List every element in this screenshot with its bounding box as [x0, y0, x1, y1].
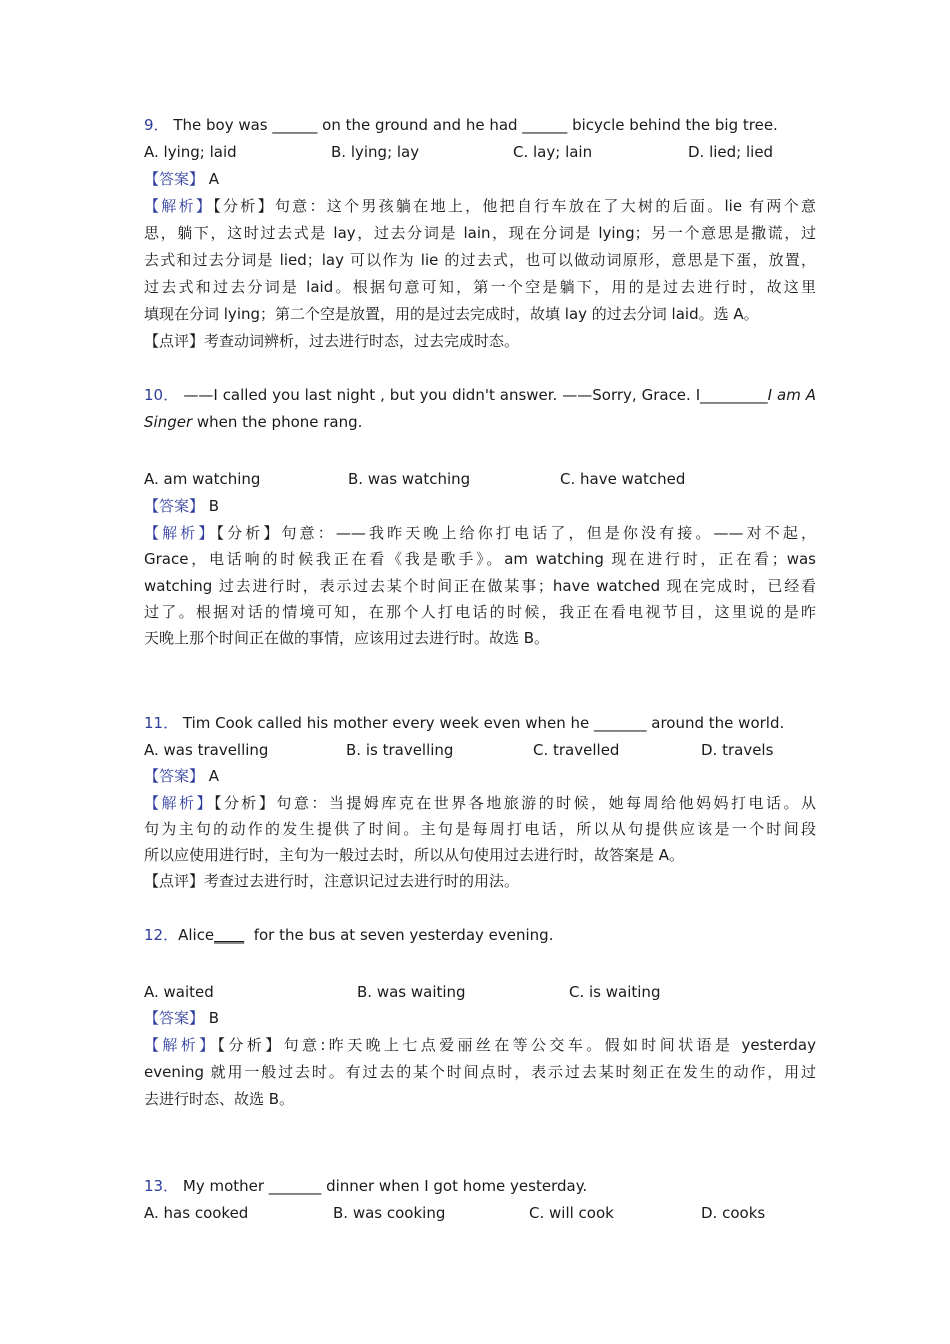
option-b: B. was watching	[348, 470, 471, 488]
question-12-options	[144, 979, 816, 1006]
question-12-analysis-line	[144, 1032, 816, 1059]
question-12-analysis-line: evening 就用一般过去时。有过去的某个时间点时，表示过去某时刻正在发生的动作，用过	[144, 1063, 816, 1081]
answer-value: A	[208, 170, 220, 188]
option-b: B. lying; lay	[331, 143, 420, 161]
question-13-stem	[144, 1173, 816, 1200]
option-c: C. will cook	[529, 1204, 614, 1222]
question-9-answer	[144, 166, 816, 193]
answer-value: B	[208, 497, 220, 515]
analysis-text: 【分析】句意：这个男孩躺在地上，他把自行车放在了大树的后面。lie 有两个意	[213, 197, 816, 215]
answer-tag: 【答案】	[144, 1009, 205, 1027]
question-text-italic: Singer	[144, 413, 193, 431]
analysis-tag: 【解析】	[144, 1036, 218, 1054]
question-10-stem	[144, 382, 816, 409]
question-10-analysis-line: 过了。根据对话的情境可知，在那个人打电话的时候，我正在看电视节目，这里说的是昨	[144, 603, 816, 621]
option-c: C. is waiting	[569, 983, 661, 1001]
question-11-answer	[144, 763, 816, 790]
option-c: C. lay; lain	[513, 143, 593, 161]
answer-tag: 【答案】	[144, 497, 205, 515]
question-text: My mother _______ dinner when I got home yesterday.	[182, 1177, 588, 1195]
question-9-analysis-line	[144, 193, 816, 220]
question-number: 13．	[144, 1177, 179, 1195]
analysis-text: 【分析】句意：当提姆库克在世界各地旅游的时候，她每周给他妈妈打电话。从	[213, 794, 816, 812]
question-10-analysis-line	[144, 520, 816, 547]
analysis-text: 【分析】句意：——我昨天晚上给你打电话了，但是你没有接。——对不起，	[216, 524, 816, 542]
question-text: ——I called you last night , but you didn't answer. ——Sorry, Grace. I_________	[183, 386, 768, 404]
answer-value: A	[208, 767, 220, 785]
option-c: C. have watched	[560, 470, 686, 488]
answer-tag: 【答案】	[144, 170, 205, 188]
question-9-analysis-line: 过去式和过去分词是 laid。根据句意可知，第一个空是躺下，用的是过去进行时，故这里	[144, 278, 816, 296]
option-d: D. travels	[701, 741, 774, 759]
answer-value: B	[208, 1009, 220, 1027]
question-11-analysis-line: 句为主句的动作的发生提供了时间。主句是每周打电话，所以从句提供应该是一个时间段	[144, 820, 816, 838]
question-12-stem	[144, 922, 816, 949]
question-text: The boy was ______ on the ground and he had ______ bicycle behind the big tree.	[173, 116, 778, 134]
question-11-options	[144, 737, 816, 764]
question-10-analysis-line: 天晚上那个时间正在做的事情，应该用过去进行时。故选 B。	[144, 629, 550, 647]
question-12-analysis-line: 去进行时态、故选 B。	[144, 1090, 295, 1108]
question-10-stem-cont	[144, 409, 816, 436]
analysis-text: 【分析】句意:昨天晚上七点爱丽丝在等公交车。假如时间状语是 yesterday	[217, 1036, 816, 1054]
question-9-stem	[144, 112, 816, 139]
option-d: D. lied; lied	[688, 143, 774, 161]
question-number: 12．	[144, 926, 179, 944]
option-b: B. was waiting	[357, 983, 466, 1001]
question-11-analysis-line: 所以应使用进行时，主句为一般过去时，所以从句使用过去进行时，故答案是 A。	[144, 846, 685, 864]
question-9-comment: 【点评】考查动词辨析，过去进行时态，过去完成时态。	[144, 332, 520, 350]
question-12-answer	[144, 1005, 816, 1032]
question-13-options	[144, 1200, 816, 1227]
question-number: 11．	[144, 714, 179, 732]
question-text: Tim Cook called his mother every week even when he _______ around the world.	[182, 714, 785, 732]
question-10-answer	[144, 493, 816, 520]
question-9-options	[144, 139, 816, 166]
question-text: for the bus at seven yesterday evening.	[244, 926, 554, 944]
question-9-analysis-line: 去式和过去分词是 lied；lay 可以作为 lie 的过去式，也可以做动词原形，意思是下蛋，放置，	[144, 251, 816, 269]
option-a: A. was travelling	[144, 741, 269, 759]
question-9-analysis-line: 思，躺下，这时过去式是 lay，过去分词是 lain，现在分词是 lying；另一个意思是撒谎，过	[144, 224, 816, 242]
question-10-options	[144, 466, 816, 493]
question-number: 9．	[144, 116, 169, 134]
question-11-stem	[144, 710, 816, 737]
option-a: A. has cooked	[144, 1204, 249, 1222]
option-c: C. travelled	[533, 741, 620, 759]
question-9-analysis-line: 填现在分词 lying；第二个空是放置，用的是过去完成时，故填 lay 的过去分词 laid。选 A。	[144, 305, 759, 323]
analysis-tag: 【解析】	[144, 197, 214, 215]
option-b: B. was cooking	[333, 1204, 446, 1222]
option-a: A. waited	[144, 983, 214, 1001]
analysis-tag: 【解析】	[144, 794, 214, 812]
question-11-comment: 【点评】考查过去进行时，注意识记过去进行时的用法。	[144, 872, 520, 890]
analysis-tag: 【解析】	[144, 524, 217, 542]
question-11-analysis-line	[144, 790, 816, 817]
question-10-analysis-line: Grace，电话响的时候我正在看《我是歌手》。am watching 现在进行时，正在看；was	[144, 550, 816, 568]
option-a: A. lying; laid	[144, 143, 237, 161]
question-text: when the phone rang.	[192, 413, 363, 431]
answer-tag: 【答案】	[144, 767, 205, 785]
answer-blank: ____	[214, 926, 245, 944]
option-d: D. cooks	[701, 1204, 766, 1222]
option-a: A. am watching	[144, 470, 261, 488]
question-text-italic: I am A	[767, 386, 816, 404]
option-b: B. is travelling	[346, 741, 454, 759]
question-text: Alice	[178, 926, 215, 944]
question-10-analysis-line: watching 过去进行时，表示过去某个时间正在做某事；have watched 现在完成时，已经看	[144, 577, 816, 595]
question-number: 10．	[144, 386, 179, 404]
